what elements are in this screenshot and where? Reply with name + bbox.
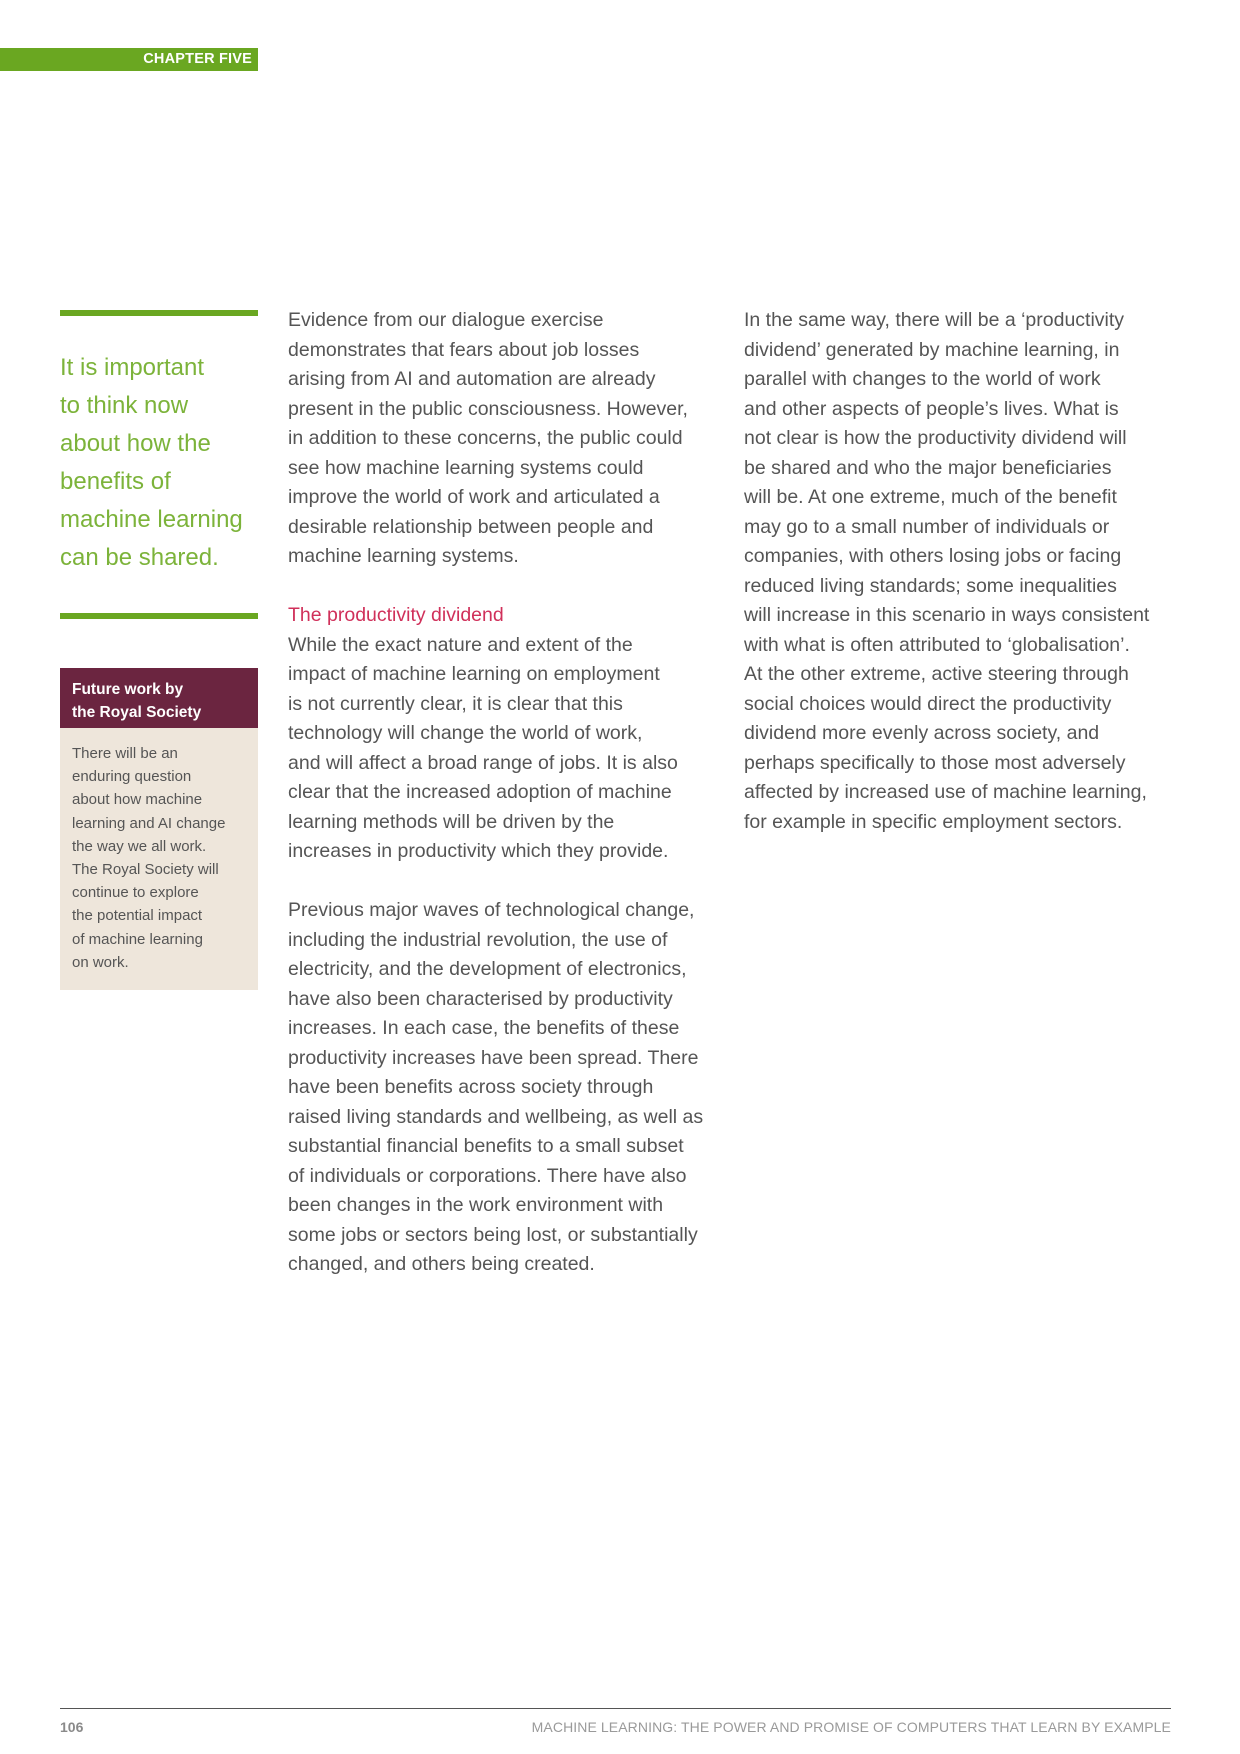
box-body-line: on work. [72, 953, 129, 971]
text-line: While the exact nature and extent of the [288, 633, 633, 656]
text-line: be shared and who the major beneficiaries [744, 456, 1112, 479]
text-line: machine learning systems. [288, 545, 519, 567]
running-title: MACHINE LEARNING: THE POWER AND PROMISE OF COMPUTERS THAT LEARN BY EXAMPLE [531, 1719, 1171, 1735]
text-line: demonstrates that fears about job losses [288, 338, 640, 361]
text-line: and will affect a broad range of jobs. It is also [288, 751, 678, 774]
pull-quote-bottom-rule [60, 613, 258, 619]
text-line: clear that the increased adoption of machine [288, 781, 672, 803]
text-line: in addition to these concerns, the public could [288, 427, 683, 449]
text-line: companies, with others losing jobs or facing [744, 545, 1122, 567]
paragraph-evidence [288, 306, 728, 572]
page-number: 106 [60, 1719, 84, 1735]
text-line: will increase in this scenario in ways consistent [744, 604, 1150, 626]
box-body-line: The Royal Society will [72, 861, 219, 879]
body-column-middle [288, 306, 728, 1280]
paragraph-gap [288, 867, 728, 897]
box-body-line: the way we all work. [72, 837, 207, 855]
text-line: raised living standards and wellbeing, as well as [288, 1105, 704, 1128]
text-line: dividend’ generated by machine learning, in [744, 338, 1120, 361]
text-line: of individuals or corporations. There have also [288, 1164, 687, 1187]
box-body-line: learning and AI change [72, 814, 226, 832]
text-line: including the industrial revolution, the use of [288, 928, 668, 951]
text-line: with what is often attributed to ‘globalisation’. [744, 633, 1130, 656]
body-column-right [744, 306, 1184, 837]
text-line: productivity increases have been spread. There [288, 1046, 699, 1069]
text-line: will be. At one extreme, much of the benefit [744, 486, 1117, 508]
text-line: parallel with changes to the world of work [744, 368, 1101, 390]
text-line: In the same way, there will be a ‘productivity [744, 309, 1125, 331]
text-line: not clear is how the productivity dividend will [744, 427, 1127, 449]
footer-rule [60, 1708, 1171, 1709]
pull-quote-line: benefits of [60, 468, 171, 495]
pull-quote-line: It is important [60, 354, 205, 381]
text-line: perhaps specifically to those most adversely [744, 751, 1126, 774]
pull-quote-line: to think now [60, 392, 189, 419]
text-line: is not currently clear, it is clear that this [288, 692, 623, 715]
text-line: desirable relationship between people and [288, 515, 654, 538]
section-subheading: The productivity dividend [288, 604, 504, 626]
box-body-line: about how machine [72, 791, 203, 809]
sidebar-box-title [60, 668, 258, 728]
text-line: been changes in the work environment with [288, 1194, 664, 1216]
box-title-line: the Royal Society [72, 704, 202, 721]
pull-quote-line: machine learning [60, 506, 243, 533]
sidebar-box-body [60, 728, 258, 990]
paragraph-previous-waves [288, 896, 728, 1280]
text-line: social choices would direct the productivity [744, 692, 1112, 715]
text-line: see how machine learning systems could [288, 456, 644, 479]
text-line: Evidence from our dialogue exercise [288, 309, 604, 331]
text-line: electricity, and the development of electronics, [288, 958, 687, 980]
text-line: dividend more evenly across society, and [744, 722, 1100, 744]
text-line: impact of machine learning on employment [288, 663, 660, 685]
text-line: At the other extreme, active steering through [744, 663, 1129, 685]
text-line: reduced living standards; some inequalities [744, 574, 1117, 597]
chapter-label: CHAPTER FIVE [0, 48, 258, 71]
paragraph-productivity-dividend [744, 306, 1184, 837]
text-line: learning methods will be driven by the [288, 810, 615, 833]
text-line: increases in productivity which they provide. [288, 840, 669, 862]
text-line: substantial financial benefits to a small subset [288, 1135, 684, 1157]
text-line: Previous major waves of technological change, [288, 899, 695, 921]
text-line: improve the world of work and articulated a [288, 486, 660, 508]
pull-quote-line: can be shared. [60, 544, 219, 571]
paragraph-impact [288, 631, 728, 867]
text-line: present in the public consciousness. However, [288, 397, 688, 420]
text-line: increases. In each case, the benefits of these [288, 1017, 680, 1039]
pull-quote [60, 349, 265, 577]
text-line: have also been characterised by productivity [288, 987, 673, 1010]
pull-quote-line: about how the [60, 430, 211, 457]
text-line: affected by increased use of machine learning, [744, 781, 1147, 803]
text-line: and other aspects of people’s lives. What is [744, 397, 1119, 420]
box-body-line: enduring question [72, 768, 192, 786]
box-body-line: the potential impact [72, 907, 203, 925]
text-line: technology will change the world of work, [288, 722, 643, 744]
paragraph-gap [288, 572, 728, 602]
box-body-line: continue to explore [72, 884, 199, 902]
box-title-line: Future work by [72, 681, 184, 698]
text-line: changed, and others being created. [288, 1253, 595, 1275]
text-line: arising from AI and automation are already [288, 368, 656, 390]
text-line: have been benefits across society through [288, 1076, 654, 1098]
text-line: some jobs or sectors being lost, or substantially [288, 1223, 698, 1246]
box-body-line: There will be an [72, 745, 178, 762]
text-line: for example in specific employment sectors. [744, 810, 1123, 833]
box-body-line: of machine learning [72, 930, 203, 948]
pull-quote-top-rule [60, 310, 258, 316]
text-line: may go to a small number of individuals or [744, 515, 1110, 538]
